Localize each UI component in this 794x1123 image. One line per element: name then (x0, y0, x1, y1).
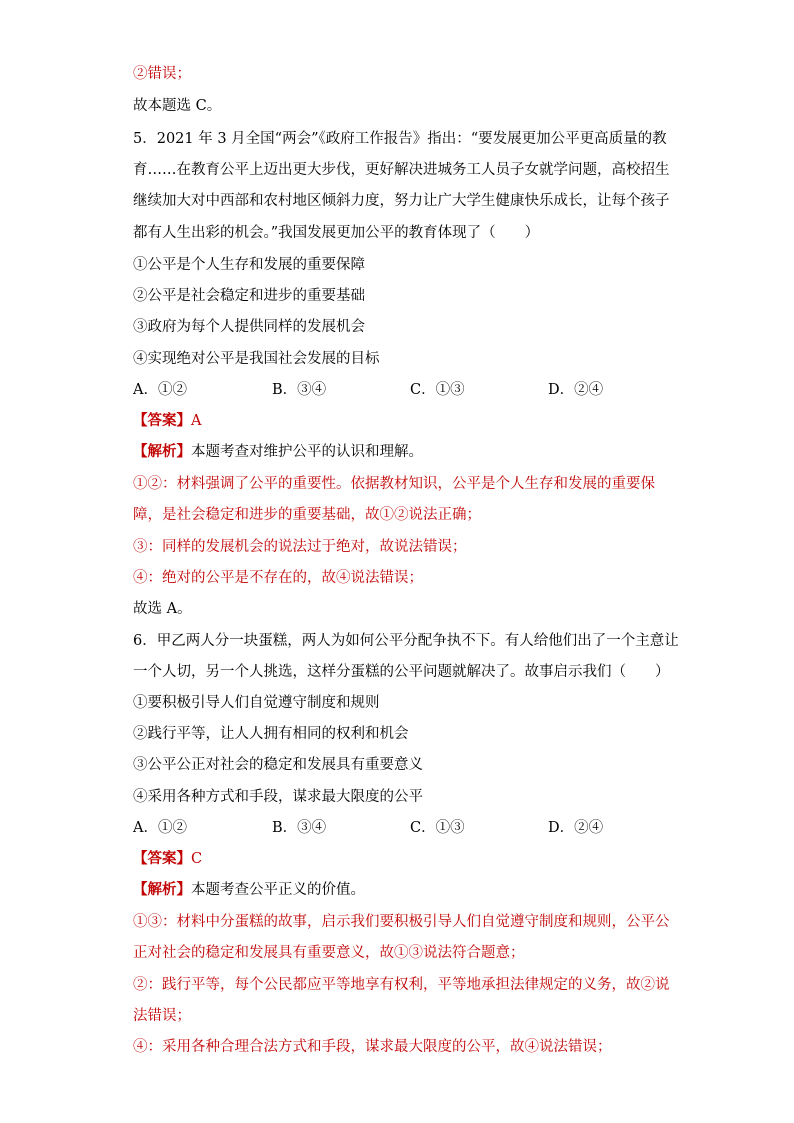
q5-statement-2: ②公平是社会稳定和进步的重要基础 (133, 288, 365, 304)
q5-analysis-line-3: ③：同样的发展机会的说法过于绝对，故说法错误； (133, 539, 467, 555)
q5-analysis-label: 【解析】 (133, 443, 191, 460)
q5-option-a: A．①② (133, 382, 187, 398)
q6-analysis-line-5: ④：采用各种合理合法方式和手段，谋求最大限度的公平，故④说法错误； (133, 1039, 612, 1055)
q6-analysis-line-3: ②：践行平等，每个公民都应平等地享有权利，平等地承担法律规定的义务，故②说 (133, 977, 670, 993)
q5-stem-line-4: 都有人生出彩的机会。”我国发展更加公平的教育体现了（ ） (133, 225, 540, 241)
q6-option-b: B．③④ (272, 820, 327, 836)
q5-stem-line-3: 继续加大对中西部和农村地区倾斜力度，努力让广大学生健康快乐成长，让每个孩子 (133, 193, 670, 209)
q4-conclusion: 故本题选 C。 (133, 98, 222, 114)
q5-answer-label: 【答案】 (133, 412, 191, 429)
q6-statement-2: ②践行平等，让人人拥有相同的权利和机会 (133, 726, 409, 742)
q6-answer-label: 【答案】 (133, 850, 191, 867)
q6-analysis-intro-text: 本题考查公平正义的价值。 (191, 882, 365, 898)
q6-stem-line-1: 6．甲乙两人分一块蛋糕，两人为如何公平分配争执不下。有人给他们出了一个主意让 (133, 633, 679, 649)
q5-analysis-line-4: ④：绝对的公平是不存在的，故④说法错误； (133, 570, 423, 586)
q5-answer (133, 412, 663, 430)
q5-analysis-intro (133, 443, 663, 461)
q6-statement-3: ③公平公正对社会的稳定和发展具有重要意义 (133, 757, 423, 773)
q6-stem-line-2: 一个人切，另一个人挑选，这样分蛋糕的公平问题就解决了。故事启示我们（ ） (133, 664, 670, 680)
q5-statement-4: ④实现绝对公平是我国社会发展的目标 (133, 351, 380, 367)
q5-analysis-line-1: ①②：材料强调了公平的重要性。依据教材知识，公平是个人生存和发展的重要保 (133, 476, 655, 492)
q6-answer-value: C (191, 851, 203, 867)
q6-analysis-intro (133, 881, 663, 899)
q6-statement-1: ①要积极引导人们自觉遵守制度和规则 (133, 695, 380, 711)
q6-option-a: A．①② (133, 820, 187, 836)
q5-analysis-intro-text: 本题考查对维护公平的认识和理解。 (191, 444, 423, 460)
q6-analysis-line-1: ①③：材料中分蛋糕的故事，启示我们要积极引导人们自觉遵守制度和规则，公平公 (133, 914, 670, 930)
q6-answer (133, 850, 663, 868)
q6-analysis-line-2: 正对社会的稳定和发展具有重要意义，故①③说法符合题意； (133, 945, 525, 961)
q5-option-d: D．②④ (548, 382, 604, 398)
q6-analysis-line-4: 法错误； (133, 1008, 191, 1024)
q5-option-b: B．③④ (272, 382, 327, 398)
q5-statement-3: ③政府为每个人提供同样的发展机会 (133, 319, 365, 335)
q5-answer-value: A (191, 413, 202, 429)
q4-analysis-item2: ②错误； (133, 66, 191, 82)
q6-analysis-label: 【解析】 (133, 881, 191, 898)
q5-option-c: C．①③ (410, 382, 465, 398)
q5-conclusion: 故选 A。 (133, 601, 192, 617)
q5-statement-1: ①公平是个人生存和发展的重要保障 (133, 257, 365, 273)
q6-option-d: D．②④ (548, 820, 604, 836)
q5-stem-line-1: 5．2021 年 3 月全国“两会”《政府工作报告》指出：“要发展更加公平更高质量的教 (133, 131, 667, 147)
q6-statement-4: ④采用各种方式和手段，谋求最大限度的公平 (133, 789, 423, 805)
q5-analysis-line-2: 障，是社会稳定和进步的重要基础，故①②说法正确； (133, 507, 481, 523)
q5-stem-line-2: 育……在教育公平上迈出更大步伐，更好解决进城务工人员子女就学问题，高校招生 (133, 162, 670, 178)
q6-option-c: C．①③ (410, 820, 465, 836)
